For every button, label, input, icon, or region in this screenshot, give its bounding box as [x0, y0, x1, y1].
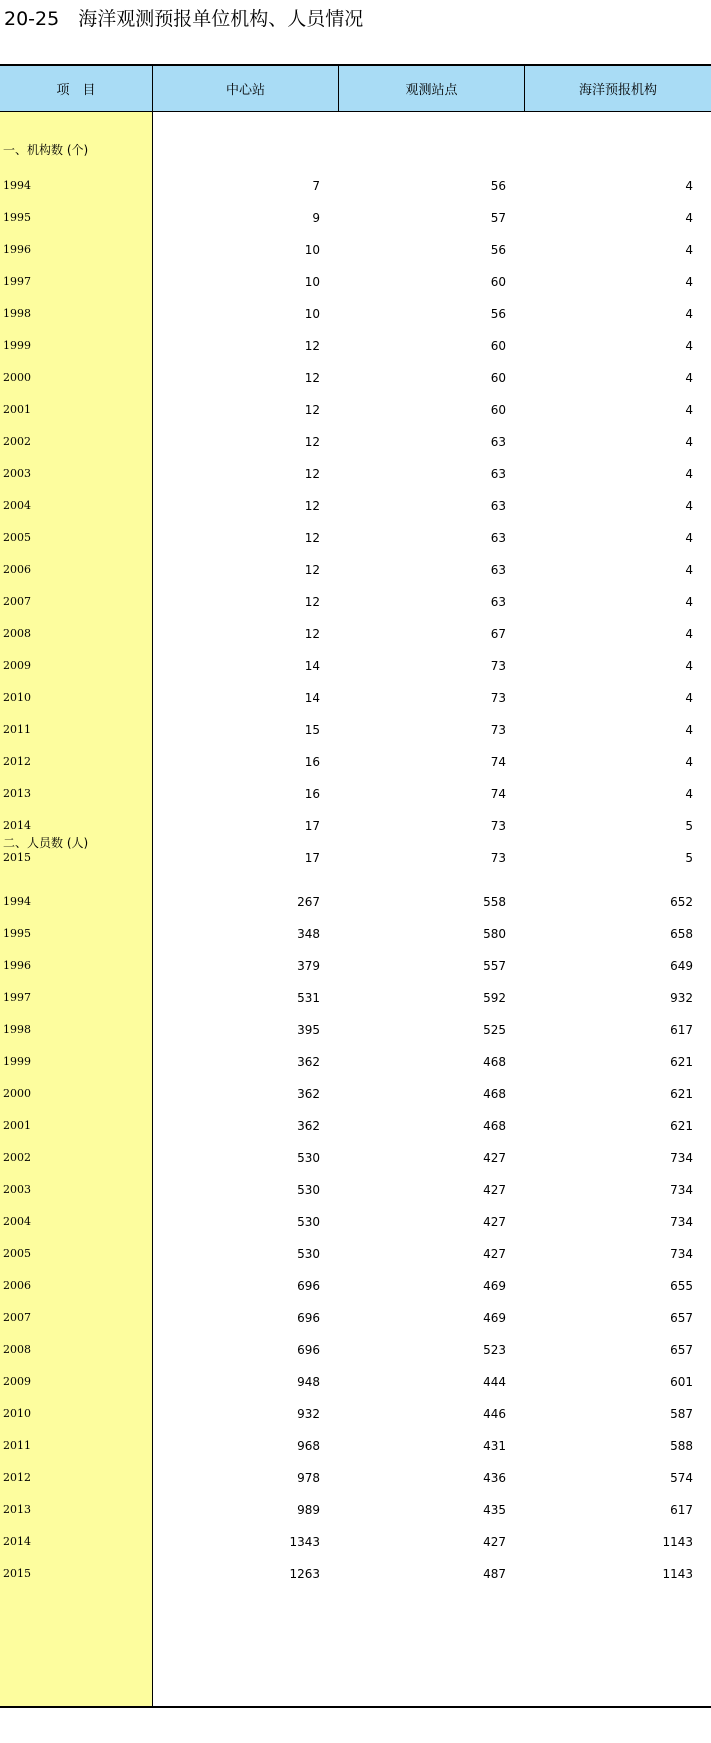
center-station-cell: 362 [297, 1055, 320, 1069]
forecast-agency-cell: 4 [685, 179, 693, 193]
observation-site-cell: 60 [490, 339, 506, 353]
table-row [0, 1302, 711, 1334]
center-station-cell: 9 [312, 211, 320, 225]
year-cell: 2012 [3, 1471, 31, 1484]
observation-site-cell: 487 [483, 1567, 506, 1581]
year-cell: 1994 [3, 895, 31, 908]
center-station-cell: 7 [312, 179, 320, 193]
table-row [0, 778, 711, 810]
forecast-agency-cell: 734 [670, 1183, 693, 1197]
forecast-agency-cell: 5 [685, 851, 693, 865]
observation-site-cell: 73 [490, 659, 506, 673]
year-cell: 1999 [3, 1055, 31, 1068]
table-row [0, 650, 711, 682]
center-station-cell: 379 [297, 959, 320, 973]
year-cell: 2006 [3, 563, 31, 576]
forecast-agency-cell: 4 [685, 371, 693, 385]
table-row [0, 1526, 711, 1558]
table-row [0, 458, 711, 490]
year-cell: 1998 [3, 307, 31, 320]
table-row [0, 1078, 711, 1110]
forecast-agency-cell: 657 [670, 1311, 693, 1325]
table-row [0, 950, 711, 982]
forecast-agency-cell: 617 [670, 1023, 693, 1037]
table-bottom-rule [0, 1706, 711, 1708]
year-cell: 1997 [3, 275, 31, 288]
table-row [0, 586, 711, 618]
header-center-station: 中心站 [153, 66, 339, 111]
year-cell: 1995 [3, 211, 31, 224]
observation-site-cell: 436 [483, 1471, 506, 1485]
table-row [0, 1046, 711, 1078]
table-row [0, 1238, 711, 1270]
forecast-agency-cell: 4 [685, 659, 693, 673]
center-station-cell: 12 [304, 339, 320, 353]
table-row [0, 1558, 711, 1590]
forecast-agency-cell: 1143 [662, 1567, 693, 1581]
year-cell: 2013 [3, 787, 31, 800]
center-station-cell: 1263 [289, 1567, 320, 1581]
observation-site-cell: 63 [490, 467, 506, 481]
observation-site-cell: 57 [490, 211, 506, 225]
center-station-cell: 531 [297, 991, 320, 1005]
center-station-cell: 932 [297, 1407, 320, 1421]
observation-site-cell: 60 [490, 275, 506, 289]
table-row [0, 918, 711, 950]
year-cell: 2012 [3, 755, 31, 768]
center-station-cell: 989 [297, 1503, 320, 1517]
observation-site-cell: 592 [483, 991, 506, 1005]
observation-site-cell: 73 [490, 819, 506, 833]
table-row [0, 1206, 711, 1238]
center-station-cell: 12 [304, 467, 320, 481]
observation-site-cell: 60 [490, 371, 506, 385]
year-cell: 2015 [3, 1567, 31, 1580]
table-row [0, 202, 711, 234]
observation-site-cell: 523 [483, 1343, 506, 1357]
center-station-cell: 16 [304, 787, 320, 801]
forecast-agency-cell: 4 [685, 691, 693, 705]
observation-site-cell: 427 [483, 1151, 506, 1165]
center-station-cell: 10 [304, 307, 320, 321]
year-cell: 2008 [3, 627, 31, 640]
observation-site-cell: 431 [483, 1439, 506, 1453]
observation-site-cell: 557 [483, 959, 506, 973]
table-header [0, 66, 711, 112]
year-cell: 2007 [3, 1311, 31, 1324]
forecast-agency-cell: 734 [670, 1247, 693, 1261]
observation-site-cell: 73 [490, 851, 506, 865]
table-row [0, 982, 711, 1014]
section-label: 一、机构数 (个) [3, 143, 89, 157]
observation-site-cell: 74 [490, 755, 506, 769]
center-station-cell: 948 [297, 1375, 320, 1389]
forecast-agency-cell: 4 [685, 275, 693, 289]
year-cell: 1996 [3, 243, 31, 256]
year-cell: 2007 [3, 595, 31, 608]
data-table [0, 64, 711, 1708]
table-row [0, 618, 711, 650]
forecast-agency-cell: 4 [685, 627, 693, 641]
forecast-agency-cell: 4 [685, 531, 693, 545]
year-cell: 2014 [3, 819, 31, 832]
table-row [0, 1462, 711, 1494]
observation-site-cell: 435 [483, 1503, 506, 1517]
forecast-agency-cell: 621 [670, 1119, 693, 1133]
year-cell: 1998 [3, 1023, 31, 1036]
observation-site-cell: 63 [490, 563, 506, 577]
forecast-agency-cell: 621 [670, 1055, 693, 1069]
forecast-agency-cell: 587 [670, 1407, 693, 1421]
year-cell: 2010 [3, 1407, 31, 1420]
observation-site-cell: 56 [490, 243, 506, 257]
forecast-agency-cell: 601 [670, 1375, 693, 1389]
forecast-agency-cell: 574 [670, 1471, 693, 1485]
observation-site-cell: 73 [490, 723, 506, 737]
table-row [0, 362, 711, 394]
observation-site-cell: 468 [483, 1055, 506, 1069]
observation-site-cell: 427 [483, 1183, 506, 1197]
center-station-cell: 12 [304, 499, 320, 513]
table-row [0, 234, 711, 266]
center-station-cell: 696 [297, 1343, 320, 1357]
observation-site-cell: 63 [490, 531, 506, 545]
table-row [0, 330, 711, 362]
forecast-agency-cell: 734 [670, 1215, 693, 1229]
table-row [0, 842, 711, 874]
forecast-agency-cell: 734 [670, 1151, 693, 1165]
observation-site-cell: 73 [490, 691, 506, 705]
table-body [0, 112, 711, 1706]
observation-site-cell: 558 [483, 895, 506, 909]
year-cell: 2005 [3, 1247, 31, 1260]
observation-site-cell: 427 [483, 1535, 506, 1549]
observation-site-cell: 446 [483, 1407, 506, 1421]
center-station-cell: 362 [297, 1087, 320, 1101]
observation-site-cell: 63 [490, 435, 506, 449]
table-row [0, 554, 711, 586]
header-observation-site: 观测站点 [339, 66, 525, 111]
center-station-cell: 17 [304, 851, 320, 865]
forecast-agency-cell: 4 [685, 563, 693, 577]
center-station-cell: 395 [297, 1023, 320, 1037]
year-cell: 2002 [3, 1151, 31, 1164]
table-row [0, 746, 711, 778]
table-row [0, 522, 711, 554]
forecast-agency-cell: 617 [670, 1503, 693, 1517]
center-station-cell: 12 [304, 435, 320, 449]
table-row [0, 490, 711, 522]
observation-site-cell: 67 [490, 627, 506, 641]
forecast-agency-cell: 4 [685, 755, 693, 769]
section-label: 二、人员数 (人) [3, 836, 89, 850]
observation-site-cell: 60 [490, 403, 506, 417]
table-row [0, 1494, 711, 1526]
year-cell: 2001 [3, 403, 31, 416]
center-station-cell: 10 [304, 275, 320, 289]
table-row [0, 1270, 711, 1302]
table-row [0, 298, 711, 330]
year-cell: 2011 [3, 1439, 31, 1452]
observation-site-cell: 74 [490, 787, 506, 801]
center-station-cell: 17 [304, 819, 320, 833]
year-cell: 2005 [3, 531, 31, 544]
page-title: 20-25 海洋观测预报单位机构、人员情况 [4, 8, 364, 30]
forecast-agency-cell: 649 [670, 959, 693, 973]
table-row [0, 394, 711, 426]
year-cell: 2015 [3, 851, 31, 864]
observation-site-cell: 56 [490, 179, 506, 193]
center-station-cell: 362 [297, 1119, 320, 1133]
forecast-agency-cell: 4 [685, 211, 693, 225]
center-station-cell: 530 [297, 1215, 320, 1229]
forecast-agency-cell: 657 [670, 1343, 693, 1357]
center-station-cell: 12 [304, 563, 320, 577]
center-station-cell: 530 [297, 1183, 320, 1197]
forecast-agency-cell: 4 [685, 243, 693, 257]
table-row [0, 266, 711, 298]
center-station-cell: 348 [297, 927, 320, 941]
table-row [0, 886, 711, 918]
table-row [0, 682, 711, 714]
table-row [0, 1174, 711, 1206]
observation-site-cell: 469 [483, 1311, 506, 1325]
center-station-cell: 12 [304, 627, 320, 641]
table-row [0, 1014, 711, 1046]
forecast-agency-cell: 4 [685, 307, 693, 321]
center-station-cell: 530 [297, 1247, 320, 1261]
year-cell: 2014 [3, 1535, 31, 1548]
center-station-cell: 267 [297, 895, 320, 909]
center-station-cell: 968 [297, 1439, 320, 1453]
center-station-cell: 14 [304, 659, 320, 673]
table-row [0, 714, 711, 746]
year-cell: 2010 [3, 691, 31, 704]
forecast-agency-cell: 4 [685, 499, 693, 513]
forecast-agency-cell: 658 [670, 927, 693, 941]
year-cell: 1995 [3, 927, 31, 940]
year-cell: 2003 [3, 467, 31, 480]
forecast-agency-cell: 4 [685, 787, 693, 801]
center-station-cell: 696 [297, 1279, 320, 1293]
center-station-cell: 12 [304, 531, 320, 545]
center-station-cell: 12 [304, 371, 320, 385]
year-cell: 1997 [3, 991, 31, 1004]
year-cell: 2001 [3, 1119, 31, 1132]
center-station-cell: 696 [297, 1311, 320, 1325]
year-cell: 2009 [3, 1375, 31, 1388]
header-item: 项 目 [0, 66, 153, 111]
center-station-cell: 14 [304, 691, 320, 705]
observation-site-cell: 427 [483, 1247, 506, 1261]
center-station-cell: 978 [297, 1471, 320, 1485]
observation-site-cell: 525 [483, 1023, 506, 1037]
observation-site-cell: 580 [483, 927, 506, 941]
year-cell: 1999 [3, 339, 31, 352]
year-cell: 2004 [3, 499, 31, 512]
header-forecast-agency: 海洋预报机构 [525, 66, 711, 111]
forecast-agency-cell: 621 [670, 1087, 693, 1101]
year-cell: 2000 [3, 371, 31, 384]
center-station-cell: 530 [297, 1151, 320, 1165]
center-station-cell: 12 [304, 403, 320, 417]
forecast-agency-cell: 588 [670, 1439, 693, 1453]
observation-site-cell: 468 [483, 1119, 506, 1133]
table-row [0, 1398, 711, 1430]
table-row [0, 1334, 711, 1366]
center-station-cell: 10 [304, 243, 320, 257]
year-cell: 2009 [3, 659, 31, 672]
year-cell: 2008 [3, 1343, 31, 1356]
table-row [0, 170, 711, 202]
year-cell: 2013 [3, 1503, 31, 1516]
forecast-agency-cell: 4 [685, 435, 693, 449]
forecast-agency-cell: 652 [670, 895, 693, 909]
table-row [0, 426, 711, 458]
year-cell: 1996 [3, 959, 31, 972]
forecast-agency-cell: 4 [685, 403, 693, 417]
forecast-agency-cell: 655 [670, 1279, 693, 1293]
year-cell: 2000 [3, 1087, 31, 1100]
table-row [0, 810, 711, 842]
forecast-agency-cell: 1143 [662, 1535, 693, 1549]
year-cell: 2006 [3, 1279, 31, 1292]
observation-site-cell: 63 [490, 499, 506, 513]
year-cell: 2003 [3, 1183, 31, 1196]
forecast-agency-cell: 4 [685, 339, 693, 353]
center-station-cell: 16 [304, 755, 320, 769]
observation-site-cell: 56 [490, 307, 506, 321]
table-row [0, 1142, 711, 1174]
year-cell: 2004 [3, 1215, 31, 1228]
forecast-agency-cell: 4 [685, 467, 693, 481]
year-cell: 2002 [3, 435, 31, 448]
forecast-agency-cell: 932 [670, 991, 693, 1005]
observation-site-cell: 63 [490, 595, 506, 609]
forecast-agency-cell: 5 [685, 819, 693, 833]
observation-site-cell: 469 [483, 1279, 506, 1293]
table-row [0, 1366, 711, 1398]
observation-site-cell: 468 [483, 1087, 506, 1101]
forecast-agency-cell: 4 [685, 595, 693, 609]
center-station-cell: 12 [304, 595, 320, 609]
center-station-cell: 1343 [289, 1535, 320, 1549]
year-cell: 1994 [3, 179, 31, 192]
year-cell: 2011 [3, 723, 31, 736]
center-station-cell: 15 [304, 723, 320, 737]
observation-site-cell: 427 [483, 1215, 506, 1229]
forecast-agency-cell: 4 [685, 723, 693, 737]
observation-site-cell: 444 [483, 1375, 506, 1389]
table-row [0, 1430, 711, 1462]
table-row [0, 1110, 711, 1142]
